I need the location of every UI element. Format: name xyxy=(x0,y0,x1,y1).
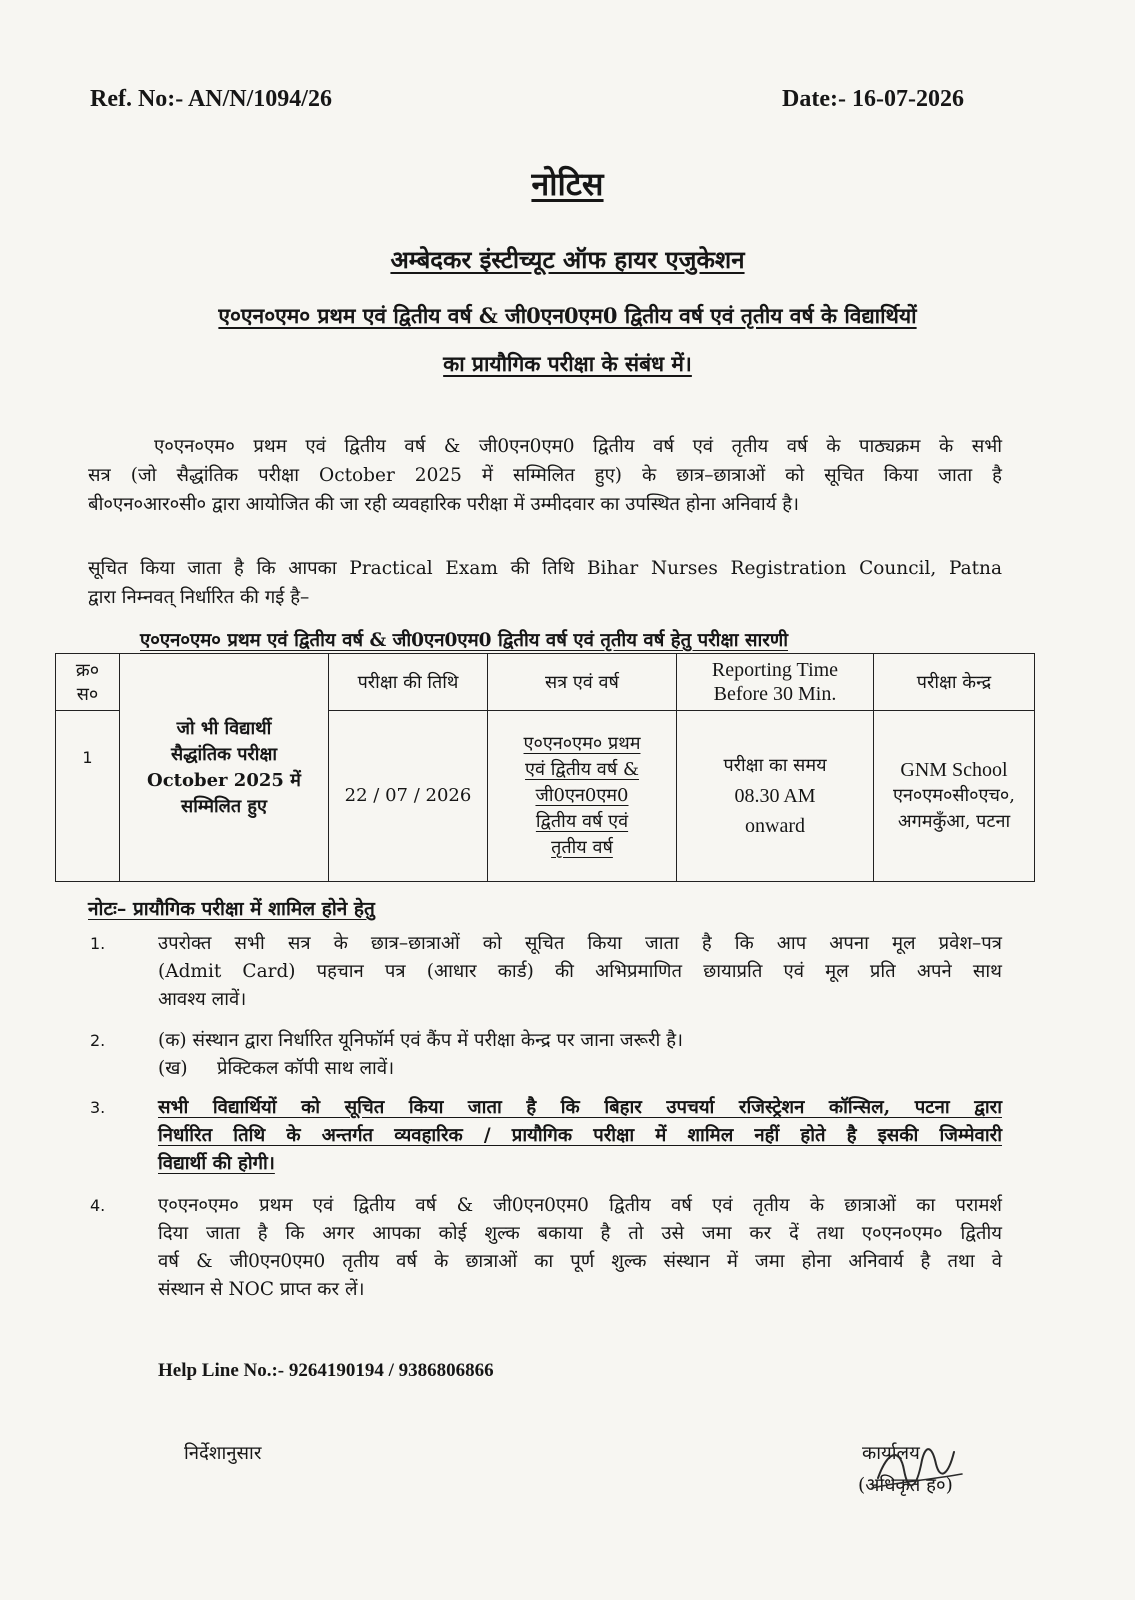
session-line: ए०एन०एम० प्रथम xyxy=(523,733,641,754)
cell-serial xyxy=(56,711,120,882)
reporting-line: 08.30 AM xyxy=(734,785,816,807)
institute-name xyxy=(0,243,1135,276)
signature-icon xyxy=(858,1430,968,1510)
cell-reporting-time xyxy=(677,711,874,882)
group-line: जो भी विद्यार्थी xyxy=(176,717,272,739)
header-serial-line: क्र० xyxy=(75,660,100,681)
table-header-row xyxy=(56,654,1035,711)
note-item-line: सभी विद्यार्थियों को सूचित किया जाता है कि बिहार उपचर्या रजिस्ट्रेशन कॉन्सिल, पटना द्वारा xyxy=(158,1097,1002,1118)
header-exam-centre: परीक्षा केन्द्र xyxy=(874,654,1035,711)
note-item-line: संस्थान से NOC प्राप्त कर लें। xyxy=(158,1279,365,1300)
group-line: सैद्धांतिक परीक्षा xyxy=(170,743,278,765)
note-item-line: विद्यार्थी की होगी। xyxy=(158,1153,275,1174)
schedule-intro-line-2: द्वारा निम्नवत् निर्धारित की गई है– xyxy=(88,587,310,608)
reporting-line: परीक्षा का समय xyxy=(723,755,827,776)
session-line: एवं द्वितीय वर्ष & xyxy=(525,759,639,780)
reference-number: Ref. No:- AN/N/1094/26 xyxy=(90,86,332,112)
reporting-line: onward xyxy=(745,815,805,837)
note-item-number: 1. xyxy=(90,934,106,953)
note-item-line: (Admit Card) पहचान पत्र (आधार कार्ड) की अभिप्रमाणित छायाप्रति एवं मूल प्रति अपने साथ xyxy=(158,961,1002,982)
note-title: नोटः– प्रायौगिक परीक्षा में शामिल होने हेतु xyxy=(88,898,375,920)
session-line: द्वितीय वर्ष एवं xyxy=(535,811,629,832)
group-line: सम्मिलित हुए xyxy=(181,795,267,817)
note-item-number: 4. xyxy=(90,1196,106,1215)
subject-line-2-text: का प्रायौगिक परीक्षा के संबंध में। xyxy=(443,351,692,376)
subject-line-1-text: ए०एन०एम० प्रथम एवं द्वितीय वर्ष & जी0एन0एम0 द्वितीय वर्ष एवं तृतीय वर्ष के विद्यार्थियों xyxy=(218,303,917,328)
session-line: जी0एन0एम0 xyxy=(535,785,629,806)
cell-exam-date xyxy=(329,711,488,882)
subject-line-2 xyxy=(0,350,1135,378)
header-session: सत्र एवं वर्ष xyxy=(488,654,677,711)
exam-schedule-table xyxy=(55,653,1035,882)
subject-line-1 xyxy=(0,302,1135,330)
header-exam-date: परीक्षा की तिथि xyxy=(329,654,488,711)
intro-line-3: बी०एन०आर०सी० द्वारा आयोजित की जा रही व्यवहारिक परीक्षा में उम्मीदवार का उपस्थित होना अनिवार्य है। xyxy=(88,494,800,515)
authorized-signatory-label: (अधिकृत ह०) xyxy=(858,1475,953,1496)
page-title xyxy=(0,162,1135,205)
page-title-text: नोटिस xyxy=(531,165,604,203)
office-label: कार्यालय xyxy=(862,1443,920,1464)
header-reporting-line: Reporting Time xyxy=(711,659,839,681)
centre-line: एन०एम०सी०एच०, xyxy=(892,785,1016,806)
header-reporting-line: Before 30 Min. xyxy=(713,683,837,705)
note-item-line: (ख) प्रेक्टिकल कॉपी साथ लावें। xyxy=(158,1058,395,1079)
cell-exam-centre xyxy=(874,711,1035,882)
institute-name-text: अम्बेदकर इंस्टीच्यूट ऑफ हायर एजुकेशन xyxy=(390,245,745,274)
session-line: तृतीय वर्ष xyxy=(551,837,613,858)
note-item-line: ए०एन०एम० प्रथम एवं द्वितीय वर्ष & जी0एन0एम0 द्वितीय वर्ष एवं तृतीय के छात्राओं का परामर्श xyxy=(158,1195,1002,1216)
schedule-intro-line-1: सूचित किया जाता है कि आपका Practical Exam की तिथि Bihar Nurses Registration Council, Patna xyxy=(88,558,1002,579)
intro-line-2: सत्र (जो सैद्धांतिक परीक्षा October 2025 में सम्मिलित हुए) के छात्र–छात्राओं को सूचित किया जाता है xyxy=(88,465,1002,486)
note-item-line: वर्ष & जी0एन0एम0 तृतीय वर्ष के छात्राओं का पूर्ण शुल्क संस्थान में जमा होना अनिवार्य है तथा वे xyxy=(158,1251,1002,1272)
header-serial-line: स० xyxy=(76,684,99,705)
cell-student-group xyxy=(120,654,329,882)
note-item-number: 3. xyxy=(90,1098,106,1117)
header-serial xyxy=(56,654,120,711)
intro-line-1: ए०एन०एम० प्रथम एवं द्वितीय वर्ष & जी0एन0एम0 द्वितीय वर्ष एवं तृतीय वर्ष के पाठ्यक्रम के सभी xyxy=(154,436,1002,457)
header-reporting-time xyxy=(677,654,874,711)
intro-paragraph xyxy=(88,432,1002,519)
helpline-number: Help Line No.:- 9264190194 / 9386806866 xyxy=(158,1360,494,1381)
note-item-line: निर्धारित तिथि के अन्तर्गत व्यवहारिक / प्रायौगिक परीक्षा में शामिल नहीं होते है इसकी जिम्मेवारी xyxy=(158,1125,1002,1146)
group-line: October 2025 में xyxy=(147,769,301,791)
note-item-line: (क) संस्थान द्वारा निर्धारित यूनिफॉर्म एवं कैंप में परीक्षा केन्द्र पर जाना जरूरी है। xyxy=(158,1030,684,1051)
note-item-line: दिया जाता है कि अगर आपका कोई शुल्क बकाया है तो उसे जमा कर दें तथा ए०एन०एम० द्वितीय xyxy=(158,1223,1002,1244)
centre-line: अगमकुँआ, पटना xyxy=(897,811,1011,832)
directive-text: निर्देशानुसार xyxy=(184,1443,262,1464)
schedule-intro-paragraph xyxy=(88,554,1002,612)
note-item-number: 2. xyxy=(90,1031,106,1050)
note-item-line: उपरोक्त सभी सत्र के छात्र–छात्राओं को सूचित किया जाता है कि आप अपना मूल प्रवेश–पत्र xyxy=(158,933,1002,954)
exam-date-value: 22 / 07 / 2026 xyxy=(344,785,472,806)
cell-session xyxy=(488,711,677,882)
table-caption: ए०एन०एम० प्रथम एवं द्वितीय वर्ष & जी0एन0एम0 द्वितीय वर्ष एवं तृतीय वर्ष हेतु परीक्षा सारणी xyxy=(140,630,788,651)
notice-date: Date:- 16-07-2026 xyxy=(782,86,964,112)
centre-line: GNM School xyxy=(900,759,1008,781)
note-item-line: आवश्य लावें। xyxy=(158,989,247,1010)
serial-value: 1 xyxy=(82,748,93,767)
